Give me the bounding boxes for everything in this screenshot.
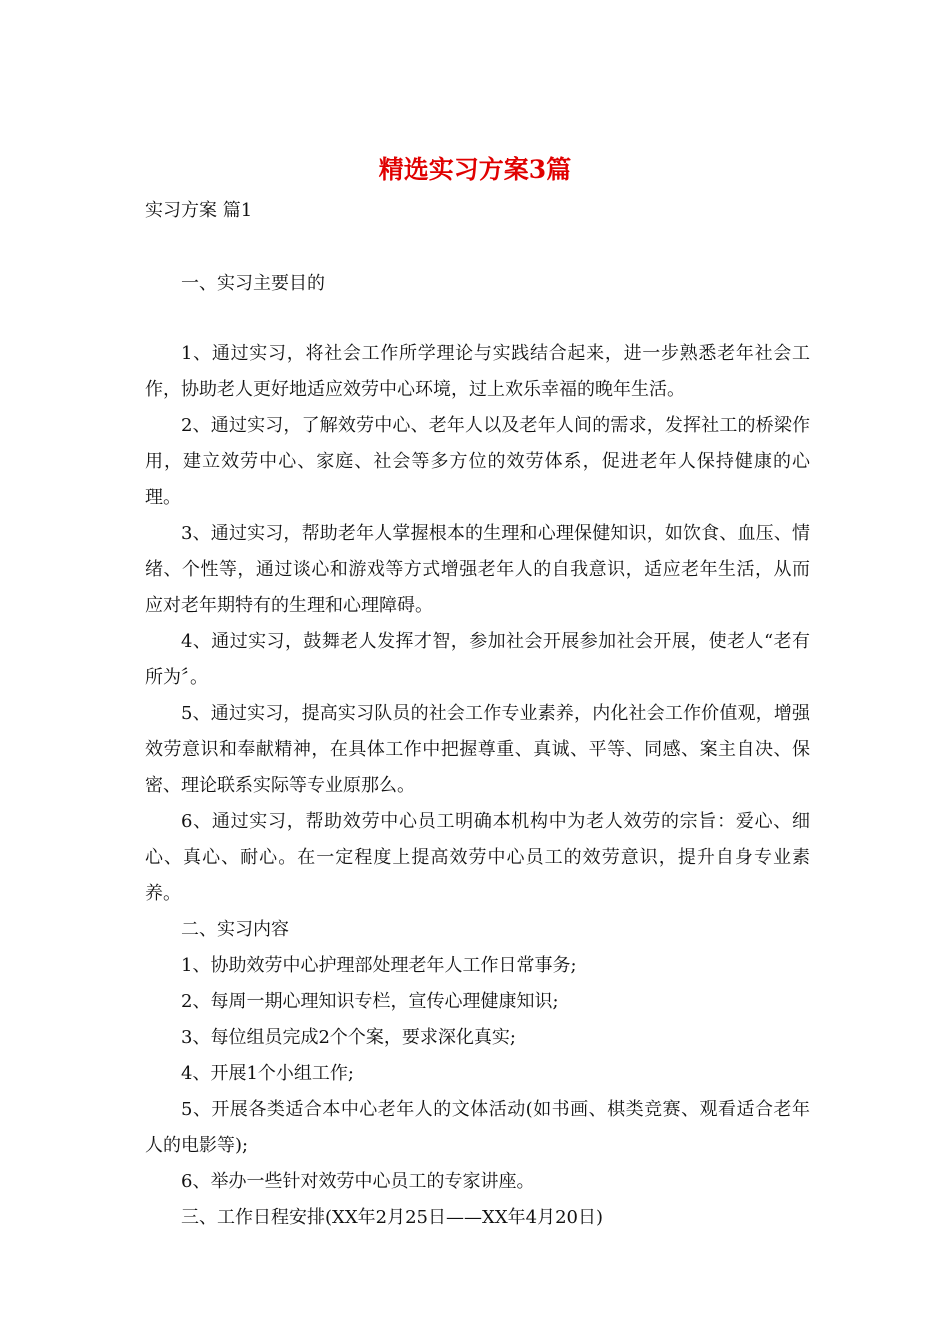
section1-item-2: 2、通过实习，了解效劳中心、老年人以及老年人间的需求，发挥社工的桥梁作用，建立效劳中心、家庭、社会等多方位的效劳体系，促进老年人保持健康的心理。 [145, 415, 810, 508]
document-subtitle: 实习方案 篇1 [145, 200, 253, 221]
section1-item-3: 3、通过实习，帮助老年人掌握根本的生理和心理保健知识，如饮食、血压、情绪、个性等，通过谈心和游戏等方式增强老年人的自我意识，适应老年生活，从而应对老年期特有的生理和心理障碍。 [145, 523, 810, 616]
section1-item-6: 6、通过实习，帮助效劳中心员工明确本机构中为老人效劳的宗旨：爱心、细心、真心、耐心。在一定程度上提高效劳中心员工的效劳意识，提升自身专业素养。 [145, 811, 810, 904]
section1-item-4: 4、通过实习，鼓舞老人发挥才智，参加社会开展参加社会开展，使老人“老有所为〞。 [145, 631, 810, 688]
section2-item-4: 4、开展1个小组工作; [181, 1063, 354, 1084]
section2-item-6: 6、举办一些针对效劳中心员工的专家讲座。 [181, 1171, 535, 1192]
document-body [145, 266, 810, 1236]
section-heading-2: 二、实习内容 [181, 919, 289, 940]
section-heading-1: 一、实习主要目的 [181, 273, 325, 294]
section1-item-1: 1、通过实习，将社会工作所学理论与实践结合起来，进一步熟悉老年社会工作，协助老人更好地适应效劳中心环境，过上欢乐幸福的晚年生活。 [145, 343, 810, 400]
section1-item-5: 5、通过实习，提高实习队员的社会工作专业素养，内化社会工作价值观，增强效劳意识和奉献精神，在具体工作中把握尊重、真诚、平等、同感、案主自决、保密、理论联系实际等专业原那么。 [145, 703, 810, 796]
section2-item-1: 1、协助效劳中心护理部处理老年人工作日常事务; [181, 955, 577, 976]
section2-item-2: 2、每周一期心理知识专栏，宣传心理健康知识; [181, 991, 559, 1012]
paragraph-gap [145, 302, 810, 336]
section-heading-3: 三、工作日程安排(XX年2月25日——XX年4月20日) [181, 1207, 604, 1228]
section2-item-3: 3、每位组员完成2个个案，要求深化真实; [181, 1027, 516, 1048]
section2-item-5: 5、开展各类适合本中心老年人的文体活动(如书画、棋类竞赛、观看适合老年人的电影等); [145, 1099, 810, 1156]
document-title: 精选实习方案3篇 [378, 155, 572, 184]
